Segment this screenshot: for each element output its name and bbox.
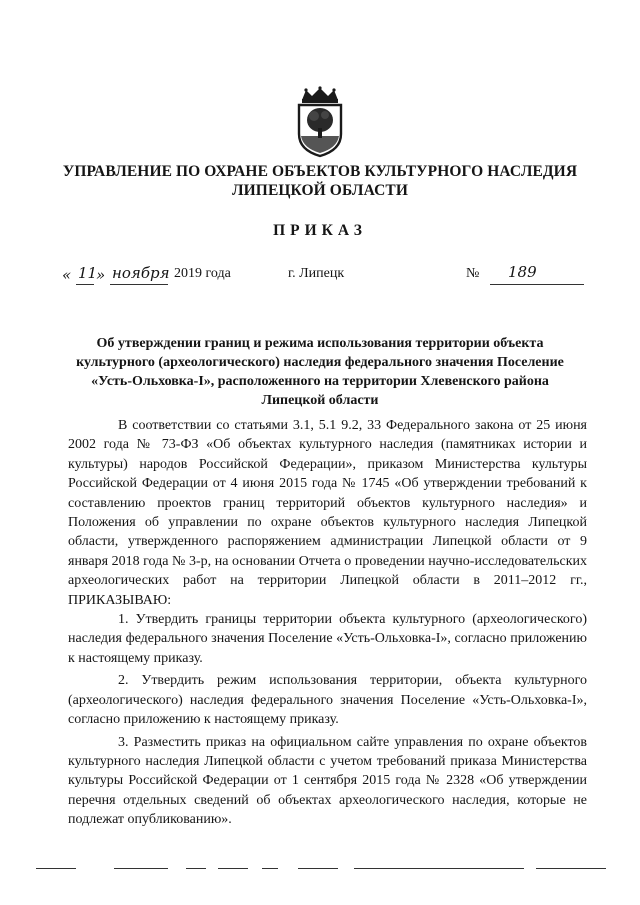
issuing-authority — [40, 162, 600, 200]
scan-mark — [262, 868, 278, 869]
scan-mark — [218, 868, 248, 869]
date-open-quote: « — [62, 266, 72, 284]
scan-mark — [114, 868, 168, 869]
order-item-1: 1. Утвердить границы территории объекта культурного (археологического) наследия федерального значения Поселение «Усть-Ольховка-I», согласно приложению к настоящему приказу. — [68, 612, 587, 666]
city: г. Липецк — [288, 266, 345, 281]
document-type: ПРИКАЗ — [273, 222, 367, 239]
order-title — [60, 334, 580, 410]
order-item-2: 2. Утвердить режим использования территории, объекта культурного (археологического) наследия федерального значения Поселение «Усть-Ольховка-I», согласно приложению к настоящему приказу. — [68, 673, 587, 728]
date-month: ноября — [112, 264, 170, 282]
title-line-4: Липецкой области — [261, 393, 379, 408]
scan-mark — [298, 868, 338, 869]
number-label: № — [466, 266, 480, 281]
date-number-line — [62, 263, 602, 290]
footer-scan-marks — [36, 868, 606, 874]
coat-of-arms-icon — [290, 86, 350, 158]
date-close-quote: » — [96, 266, 106, 284]
order-number: 189 — [508, 263, 537, 281]
preamble-paragraph: В соответствии со статьями 3.1, 5.1 9.2, 33 Федерального закона от 25 июня 2002 года № 73-ФЗ «Об объектах культурного наследия (памятниках истории и культуры) народов Российской Федерации», приказом Министерства культуры Российской Федерации от 4 июня 2015 года № 1745 «Об утверждении требований к составлению проектов границ территорий объектов культурного наследия» и Положения об управлении по охране объектов культурного наследия Липецкой области, утвержденного распоряжением администрации Липецкой области от 9 января 2018 года № 3-р, на основании Отчета о проведении научно-исследовательских археологических работ на территории Липецкой области в 2011–2012 гг., ПРИКАЗЫВАЮ: — [68, 418, 587, 608]
order-item-3: 3. Разместить приказ на официальном сайте управления по охране объектов культурного наследия Липецкой области с учетом требований приказа Министерства культуры Российской Федерации от 1 сентября 2015 года № 2328 «Об утверждении перечня отдельных сведений об объектах археологического наследия, которые не подлежат опубликованию». — [68, 734, 587, 828]
number-underline — [490, 284, 584, 285]
title-line-2: культурного (археологического) наследия федерального значения Поселение — [76, 355, 564, 370]
day-underline — [76, 284, 94, 285]
scan-mark — [536, 868, 606, 869]
scan-mark — [186, 868, 206, 869]
date-day: 11 — [78, 264, 98, 282]
scan-mark — [354, 868, 524, 869]
month-underline — [110, 284, 168, 285]
org-name-line-2: ЛИПЕЦКОЙ ОБЛАСТИ — [232, 182, 408, 199]
date-year: 2019 года — [174, 266, 231, 281]
order-body — [68, 416, 587, 830]
title-line-1: Об утверждении границ и режима использования территории объекта — [96, 336, 544, 351]
title-line-3: «Усть-Ольховка-I», расположенного на территории Хлевенского района — [91, 374, 549, 389]
scan-mark — [36, 868, 76, 869]
org-name-line-1: УПРАВЛЕНИЕ ПО ОХРАНЕ ОБЪЕКТОВ КУЛЬТУРНОГО НАСЛЕДИЯ — [62, 163, 578, 180]
